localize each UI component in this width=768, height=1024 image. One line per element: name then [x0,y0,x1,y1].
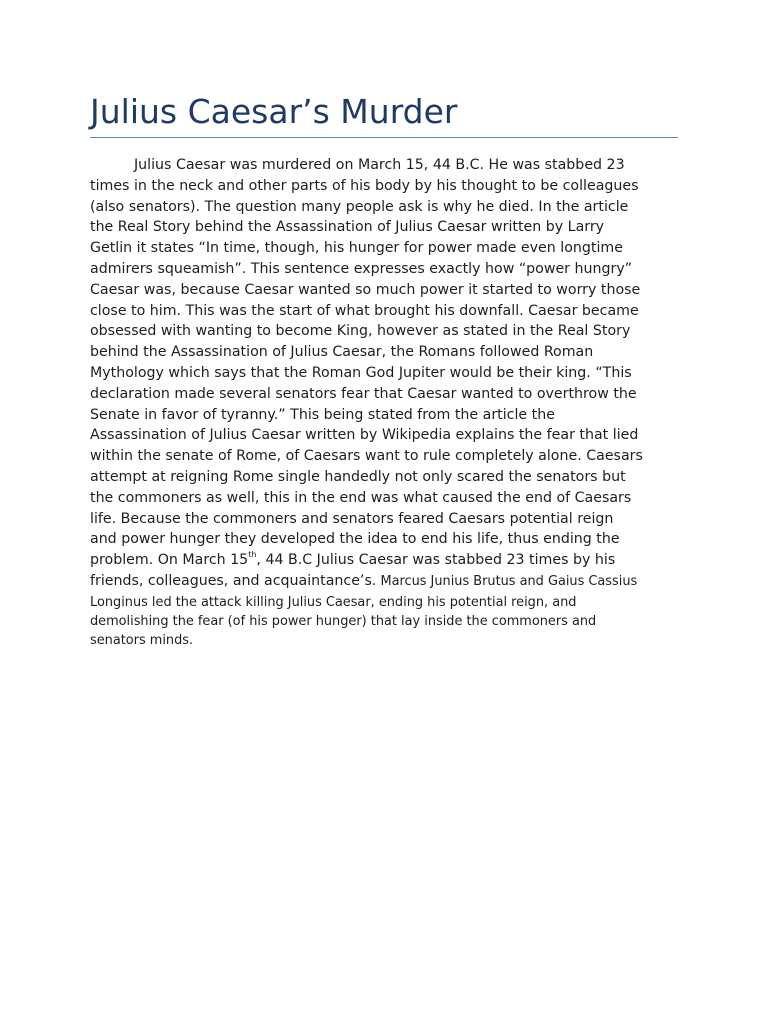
paragraph-line: times in the neck and other parts of his body by his thought to be colleagues [90,177,639,194]
title-underline [90,137,678,138]
paragraph-line: attempt at reigning Rome single handedly not only scared the senators but [90,468,626,485]
paragraph-line: close to him. This was the start of what brought his downfall. Caesar became [90,302,639,319]
paragraph-line: Caesar was, because Caesar wanted so much power it started to worry those [90,281,641,298]
ordinal-superscript: th [248,550,257,560]
paragraph-line: life. Because the commoners and senators feared Caesars potential reign [90,510,614,527]
paragraph-line: declaration made several senators fear that Caesar wanted to overthrow the [90,385,637,402]
line-text-small: Marcus Junius Brutus and Gaius Cassius [376,573,638,589]
paragraph-line: (also senators). The question many people ask is why he died. In the article [90,198,629,215]
paragraph-line: Assassination of Julius Caesar written by Wikipedia explains the fear that lied [90,427,639,444]
paragraph-line: Mythology which says that the Roman God Jupiter would be their king. “This [90,364,632,381]
paragraph-line: Getlin it states “In time, though, his hunger for power made even longtime [90,240,623,257]
paragraph-line: the Real Story behind the Assassination of Julius Caesar written by Larry [90,219,605,236]
paragraph-line-small: demolishing the fear (of his power hunger) that lay inside the commoners and [90,613,597,629]
paragraph-line: behind the Assassination of Julius Caesar, the Romans followed Roman [90,344,594,361]
document-title: Julius Caesar’s Murder [90,92,458,131]
paragraph-line-mixed-size [90,571,690,593]
paragraph-line: within the senate of Rome, of Caesars want to rule completely alone. Caesars [90,448,643,465]
paragraph-line: the commoners as well, this in the end was what caused the end of Caesars [90,489,632,506]
paragraph-line-small: Longinus led the attack killing Julius Caesar, ending his potential reign, and [90,594,577,610]
line-text: problem. On March 15 [90,552,249,569]
paragraph-line-with-superscript [90,550,690,571]
paragraph-line: obsessed with wanting to become King, however as stated in the Real Story [90,323,631,340]
paragraph-line: Senate in favor of tyranny.” This being stated from the article the [90,406,555,423]
paragraph-line: Julius Caesar was murdered on March 15, 44 B.C. He was stabbed 23 [134,157,625,173]
paragraph-line: and power hunger they developed the idea to end his life, thus ending the [90,531,620,548]
paragraph-line-small: senators minds. [90,632,194,648]
essay-paragraph [90,155,690,650]
paragraph-line: admirers squeamish”. This sentence expresses exactly how “power hungry” [90,260,633,277]
line-text: , 44 B.C Julius Caesar was stabbed 23 times by his [256,552,616,569]
line-text: friends, colleagues, and acquaintance’s. [90,572,377,589]
